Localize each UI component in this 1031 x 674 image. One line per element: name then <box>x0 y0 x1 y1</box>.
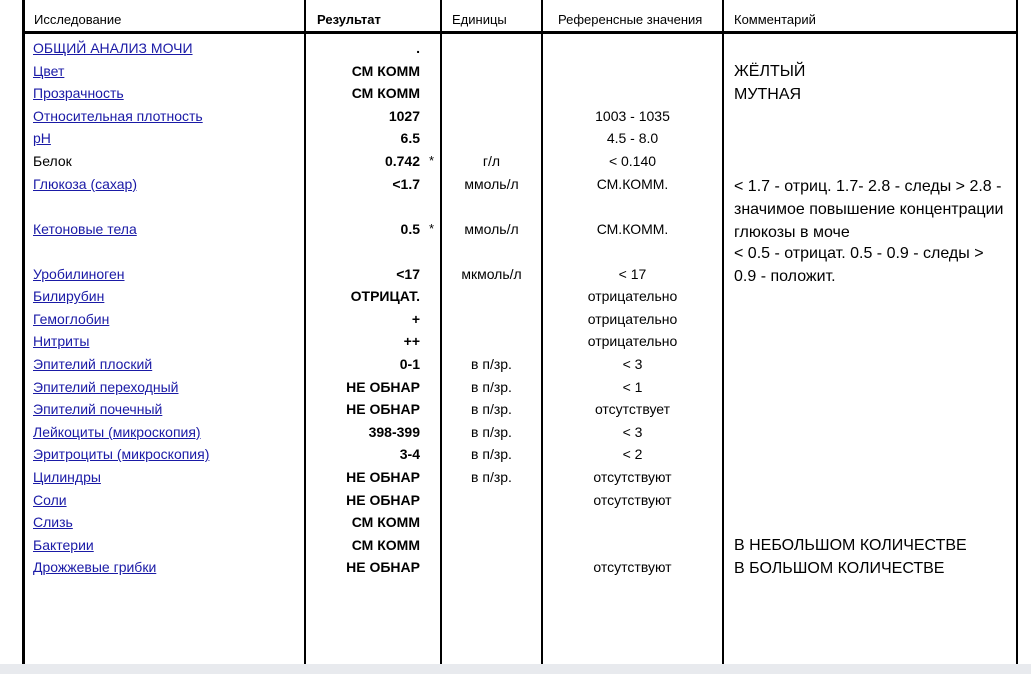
test-unit: г/л <box>482 152 501 169</box>
comment-ketones: < 0.5 - отрицат. 0.5 - 0.9 - следы > 0.9 - положит. <box>734 245 984 285</box>
test-result: 0-1 <box>399 355 420 372</box>
test-unit: в п/зр. <box>471 468 512 485</box>
test-result: НЕ ОБНАР <box>346 468 420 485</box>
reference-range: < 1 <box>622 378 643 395</box>
reference-range: отрицательно <box>587 310 678 327</box>
reference-range: < 3 <box>622 355 643 372</box>
test-result: . <box>416 40 420 56</box>
test-name-link[interactable]: Дрожжевые грибки <box>33 559 157 576</box>
test-unit: мкмоль/л <box>461 265 522 282</box>
test-name-link[interactable]: Глюкоза (сахар) <box>33 175 137 192</box>
reference-range: < 0.140 <box>608 152 657 169</box>
table-row <box>0 466 1031 489</box>
table-row <box>0 511 1031 534</box>
test-result: 1027 <box>388 107 420 124</box>
comment-color: ЖЁЛТЫЙ <box>734 63 806 80</box>
test-unit: в п/зр. <box>471 355 512 372</box>
table-row <box>0 421 1031 444</box>
test-result: НЕ ОБНАР <box>346 491 420 508</box>
test-name-link[interactable]: Лейкоциты (микроскопия) <box>33 423 201 440</box>
table-row <box>0 489 1031 512</box>
test-unit: в п/зр. <box>471 446 512 463</box>
reference-range: отсутствует <box>594 401 671 418</box>
test-result: 6.5 <box>400 130 420 147</box>
test-name-link[interactable]: Цилиндры <box>33 468 101 485</box>
test-name-link[interactable]: Соли <box>33 491 67 508</box>
table-row <box>0 105 1031 128</box>
test-result: СМ КОММ <box>351 62 420 79</box>
abnormal-flag: * <box>429 220 435 236</box>
comment-bacteria: В БОЛЬШОМ КОЛИЧЕСТВЕ <box>734 560 945 577</box>
results-table-body <box>0 37 1031 579</box>
reference-range: отсутствуют <box>593 468 672 485</box>
test-result: <1.7 <box>392 175 420 192</box>
table-row <box>0 150 1031 173</box>
header-comment: Комментарий <box>734 12 816 27</box>
table-row <box>0 376 1031 399</box>
test-result: + <box>411 310 420 327</box>
reference-range: отрицательно <box>587 288 678 305</box>
test-result: СМ КОММ <box>351 514 420 531</box>
reference-range: < 2 <box>622 446 643 463</box>
test-result: 0.742 <box>384 152 420 169</box>
table-row <box>0 285 1031 308</box>
comment-glucose: < 1.7 - отриц. 1.7- 2.8 - следы > 2.8 - значимое повышение концентрации глюкозы в моче <box>734 178 1004 241</box>
test-result: НЕ ОБНАР <box>346 559 420 576</box>
test-name-link[interactable]: Относительная плотность <box>33 107 203 124</box>
table-row <box>0 330 1031 353</box>
reference-range: отсутствуют <box>593 491 672 508</box>
table-row <box>0 398 1031 421</box>
table-row <box>0 127 1031 150</box>
reference-range: 1003 - 1035 <box>595 107 670 124</box>
reference-range: отрицательно <box>587 333 678 350</box>
test-result: СМ КОММ <box>351 85 420 102</box>
test-name-link[interactable]: Уробилиноген <box>33 265 125 282</box>
test-name: Белок <box>33 152 72 169</box>
test-unit: ммоль/л <box>464 220 519 237</box>
test-result: 398-399 <box>368 423 420 440</box>
comment-clarity: МУТНАЯ <box>734 86 802 103</box>
window-bottom-band <box>0 664 1031 674</box>
test-name-link[interactable]: Эпителий плоский <box>33 355 153 372</box>
test-name-link[interactable]: Эпителий переходный <box>33 378 179 395</box>
table-row <box>0 443 1031 466</box>
test-name-link[interactable]: Цвет <box>33 62 65 79</box>
test-name-link[interactable]: Эритроциты (микроскопия) <box>33 446 210 463</box>
header-units: Единицы <box>452 12 507 27</box>
test-name-link[interactable]: Нитриты <box>33 333 90 350</box>
test-result: 3-4 <box>399 446 420 463</box>
test-name-link[interactable]: Кетоновые тела <box>33 220 137 237</box>
test-name-link[interactable]: Гемоглобин <box>33 310 110 327</box>
table-row <box>0 308 1031 331</box>
test-result: НЕ ОБНАР <box>346 378 420 395</box>
header-study: Исследование <box>34 12 122 27</box>
test-result: НЕ ОБНАР <box>346 401 420 418</box>
test-unit: в п/зр. <box>471 401 512 418</box>
test-unit: в п/зр. <box>471 378 512 395</box>
test-unit: ммоль/л <box>464 175 519 192</box>
reference-range: < 3 <box>622 423 643 440</box>
test-name-link[interactable]: ОБЩИЙ АНАЛИЗ МОЧИ <box>33 40 193 56</box>
test-name-link[interactable]: Слизь <box>33 514 73 531</box>
test-unit: в п/зр. <box>471 423 512 440</box>
reference-range: 4.5 - 8.0 <box>606 130 659 147</box>
test-name-link[interactable]: Эпителий почечный <box>33 401 163 418</box>
test-result: ++ <box>403 333 420 350</box>
abnormal-flag: * <box>429 152 435 168</box>
comment-mucus: В НЕБОЛЬШОМ КОЛИЧЕСТВЕ <box>734 537 967 554</box>
table-row <box>0 37 1031 60</box>
test-name-link[interactable]: Прозрачность <box>33 85 124 102</box>
test-name-link[interactable]: Бактерии <box>33 536 94 553</box>
header-reference: Референсные значения <box>558 12 703 27</box>
reference-range: СМ.КОММ. <box>596 220 669 237</box>
test-name-link[interactable]: Билирубин <box>33 288 105 305</box>
test-result: 0.5 <box>400 220 420 237</box>
header-underline <box>22 31 1018 34</box>
header-result: Результат <box>317 12 381 27</box>
reference-range: СМ.КОММ. <box>596 175 669 192</box>
table-row <box>0 353 1031 376</box>
test-result: <17 <box>396 265 420 282</box>
test-name-link[interactable]: pH <box>33 130 51 147</box>
reference-range: < 17 <box>618 265 647 282</box>
test-result: ОТРИЦАТ. <box>350 288 420 305</box>
reference-range: отсутствуют <box>593 559 672 576</box>
test-result: СМ КОММ <box>351 536 420 553</box>
